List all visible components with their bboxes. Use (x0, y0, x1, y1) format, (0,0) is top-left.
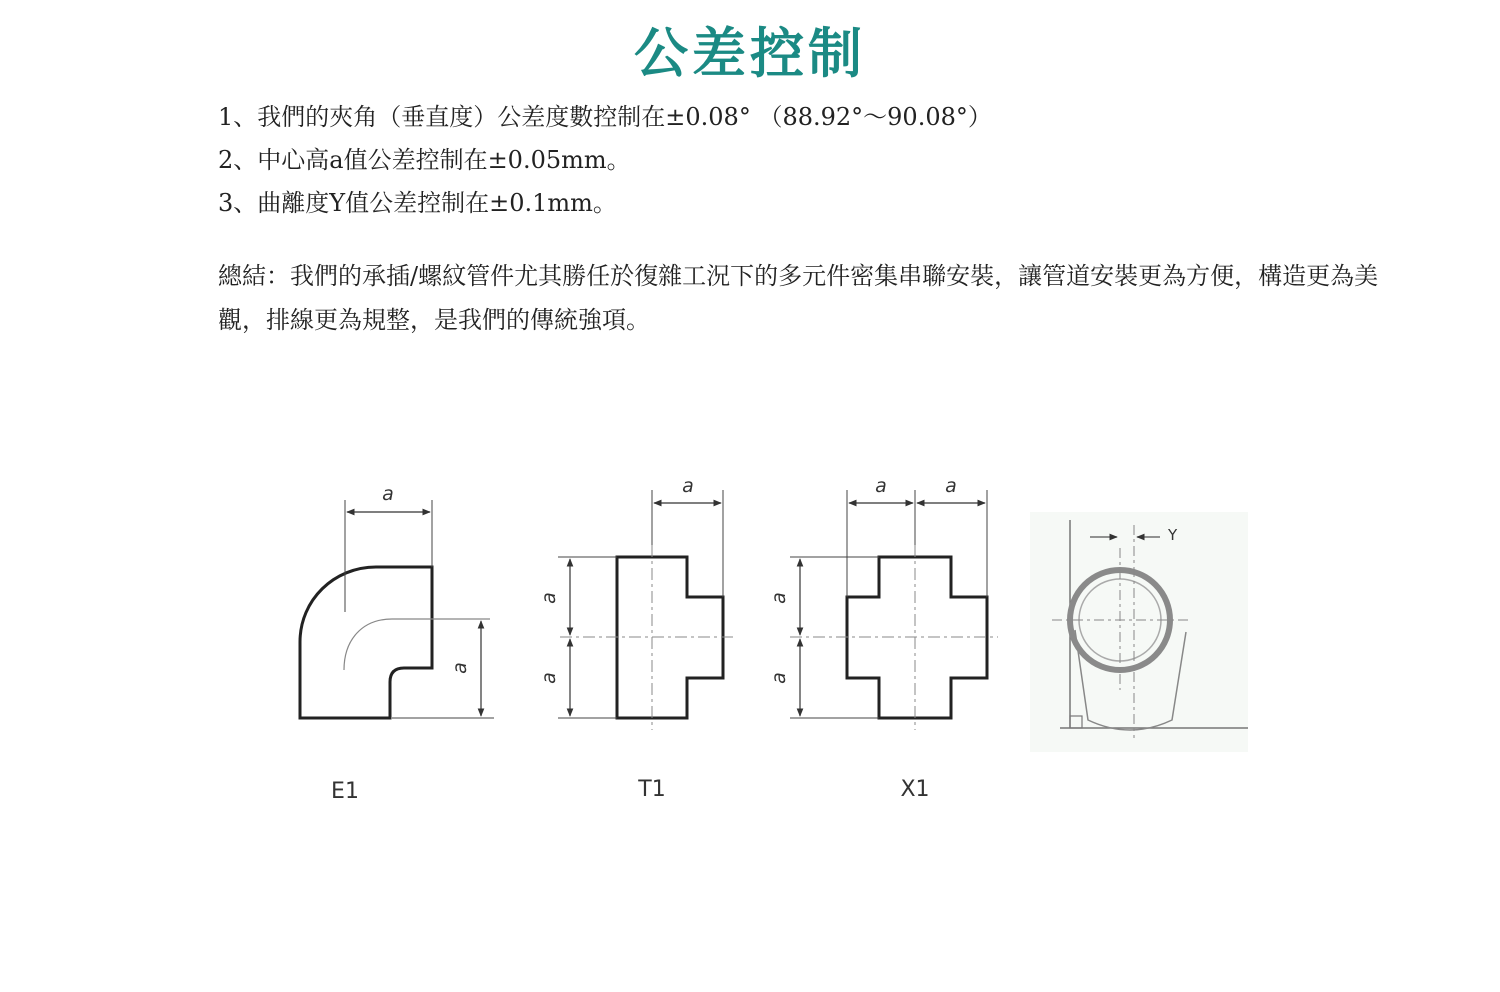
tee-upper-dim-label: a (538, 592, 560, 604)
spec-item-center-height: 2、中心高a值公差控制在±0.05mm。 (218, 146, 631, 174)
spec-item-curvature: 3、曲離度Y值公差控制在±0.1mm。 (218, 189, 617, 217)
tee-horizontal-dim-label: a (682, 475, 694, 497)
cross-caption: X1 (900, 777, 930, 802)
elbow-caption: E1 (331, 779, 359, 804)
tee-caption: T1 (638, 777, 666, 802)
cross-lower-dim-label: a (768, 672, 790, 684)
cross-left-dim-label: a (875, 475, 887, 497)
page-title: 公差控制 (634, 22, 866, 85)
curvature-panel-background (1030, 512, 1248, 752)
tee-lower-dim-label: a (538, 672, 560, 684)
elbow-vertical-dim-label: a (449, 662, 471, 674)
cross-upper-dim-label: a (768, 592, 790, 604)
tee-diagram (538, 475, 735, 802)
elbow-diagram (300, 483, 494, 804)
curvature-y-label: Y (1168, 526, 1178, 544)
spec-item-angle: 1、我們的夾角（垂直度）公差度數控制在±0.08° （88.92°～90.08°） (218, 103, 992, 131)
cross-diagram (768, 475, 998, 802)
cross-right-dim-label: a (945, 475, 957, 497)
curvature-diagram (1030, 512, 1248, 752)
elbow-outline (300, 567, 432, 718)
elbow-horizontal-dim-label: a (382, 483, 394, 505)
summary-paragraph: 總結：我們的承插/螺紋管件尤其勝任於復雜工況下的多元件密集串聯安裝，讓管道安裝更為方便，構造更為美觀，排線更為規整，是我們的傳統強項。 (218, 262, 1379, 334)
